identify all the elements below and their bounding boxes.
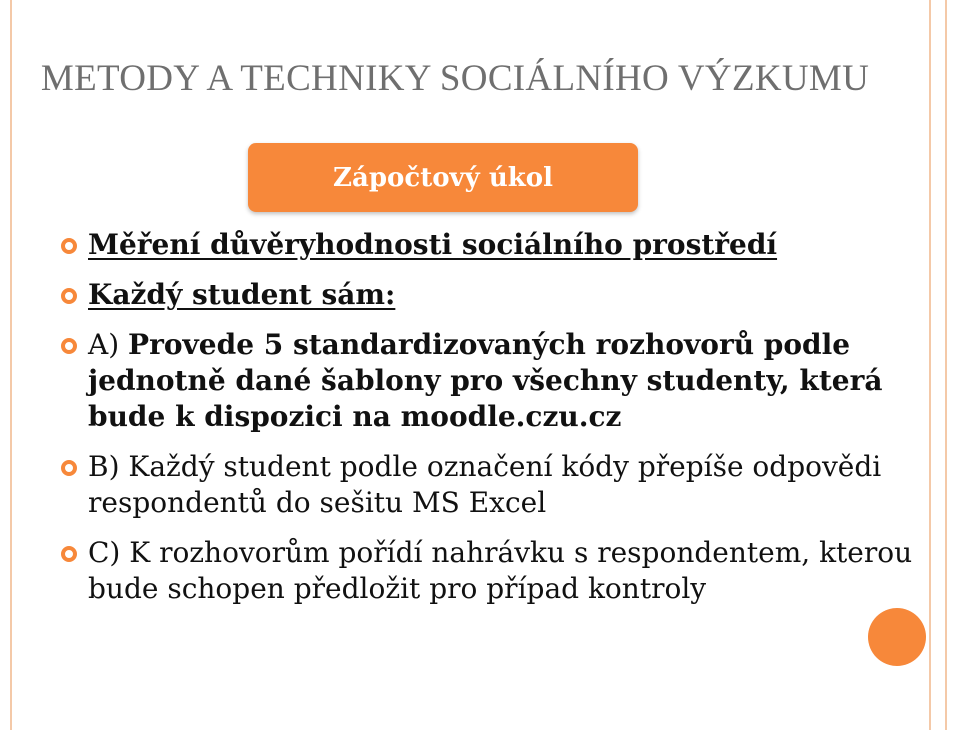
bullet-prefix: A) — [88, 328, 129, 361]
bullet-text: Měření důvěryhodnosti sociálního prostředí — [88, 228, 778, 261]
bullet-icon — [60, 287, 78, 305]
bullet-list — [60, 227, 920, 621]
bullet-icon — [60, 237, 78, 255]
subtitle-badge — [248, 143, 638, 212]
bullet-text: B) Každý student podle označení kódy přepíše odpovědi respondentů do sešitu MS Excel — [88, 450, 882, 519]
right-decor-line-2 — [945, 0, 947, 730]
bullet-item-2 — [60, 277, 920, 313]
bullet-text: Každý student sám: — [88, 278, 396, 311]
bullet-text: Provede 5 standardizovaných rozhovorů podle jednotně dané šablony pro všechny studenty, která bude k dispozici na moodle.czu.cz — [88, 328, 883, 433]
bullet-item-4 — [60, 449, 920, 521]
bullet-item-5 — [60, 535, 920, 607]
right-decor-line-1 — [929, 0, 931, 730]
bullet-icon — [60, 545, 78, 563]
bullet-text: C) K rozhovorům pořídí nahrávku s respondentem, kterou bude schopen předložit pro případ kontroly — [88, 536, 913, 605]
bullet-icon — [60, 337, 78, 355]
bullet-item-3 — [60, 327, 920, 435]
bullet-item-1 — [60, 227, 920, 263]
bullet-icon — [60, 459, 78, 477]
subtitle-text: Zápočtový úkol — [333, 162, 553, 193]
left-decor-line — [10, 0, 12, 730]
decorative-orange-circle — [868, 608, 926, 666]
slide-title: METODY A TECHNIKY SOCIÁLNÍHO VÝZKUMU — [40, 58, 870, 99]
